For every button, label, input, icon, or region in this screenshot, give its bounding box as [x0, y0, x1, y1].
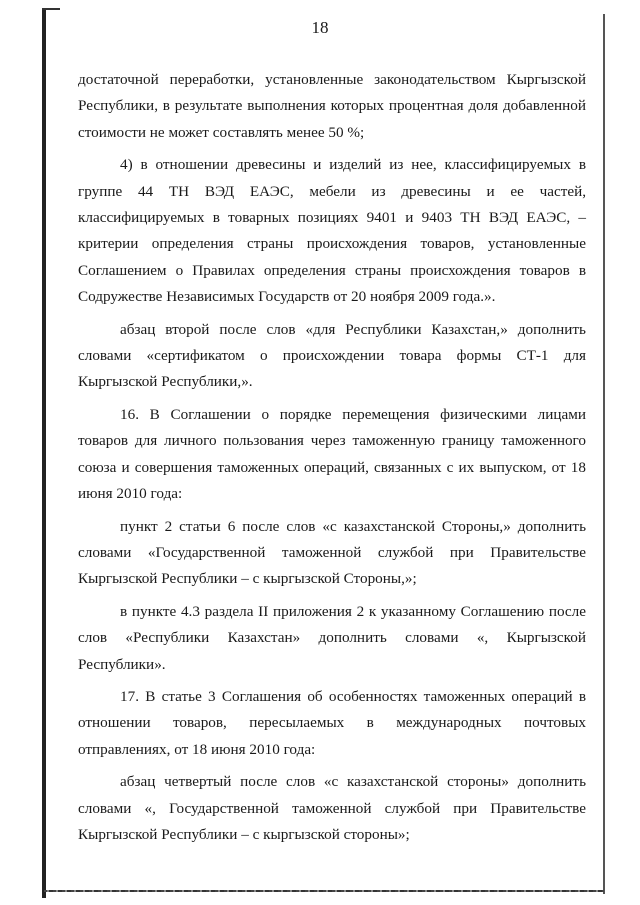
paragraph-continuation: достаточной переработки, установленные законодательством Кыргызской Республики, в результате выполнения которых процентная доля добавленной стоимости не может составлять менее 50 %; — [78, 71, 586, 141]
scan-edge-right — [603, 14, 605, 894]
paragraph-abzac-fourth: абзац четвертый после слов «с казахстанской стороны» дополнить словами «, Государственной таможенной службой при Правительстве Кыргызской Республики – с кыргызской стороны»; — [78, 773, 586, 843]
paragraph-section-17: 17. В статье 3 Соглашения об особенностях таможенных операций в отношении товаров, пересылаемых в международных почтовых отправлениях, от 18 июня 2010 года: — [78, 687, 586, 758]
scan-edge-top — [42, 8, 60, 10]
paragraph-point-4-3: в пункте 4.3 раздела II приложения 2 к указанному Соглашению после слов «Республики Казахстан» дополнить словами «, Кыргызской Республики». — [78, 602, 586, 673]
paragraph-point-2-article-6: пункт 2 статьи 6 после слов «с казахстанской Стороны,» дополнить словами «Государственной таможенной службой при Правительстве Кыргызской Республики – с кыргызской Стороны,»; — [78, 517, 586, 588]
scan-edge-left — [42, 8, 46, 898]
scan-edge-bottom — [44, 890, 604, 892]
paragraph-section-16: 16. В Соглашении о порядке перемещения физическими лицами товаров для личного пользования через таможенную границу таможенного союза и совершения таможенных операций, связанных с их выпуском, от 18 июня 2010 года: — [78, 405, 586, 503]
page-number: 18 — [311, 18, 329, 37]
document-body — [78, 67, 586, 854]
paragraph-item-4: 4) в отношении древесины и изделий из нее, классифицируемых в группе 44 ТН ВЭД ЕАЭС, мебели из древесины и ее частей, классифицируемых в товарных позициях 9401 и 9403 ТН ВЭД ЕАЭС, – критерии определения страны происхождения товаров, установленные Соглашением о Правилах определения страны происхождения товаров в Содружестве Независимых Государств от 20 ноября 2009 года.». — [78, 156, 586, 306]
paragraph-abzac-second: абзац второй после слов «для Республики Казахстан,» дополнить словами «сертификатом о происхождении товара формы СТ-1 для Кыргызской Республики,». — [78, 320, 586, 391]
